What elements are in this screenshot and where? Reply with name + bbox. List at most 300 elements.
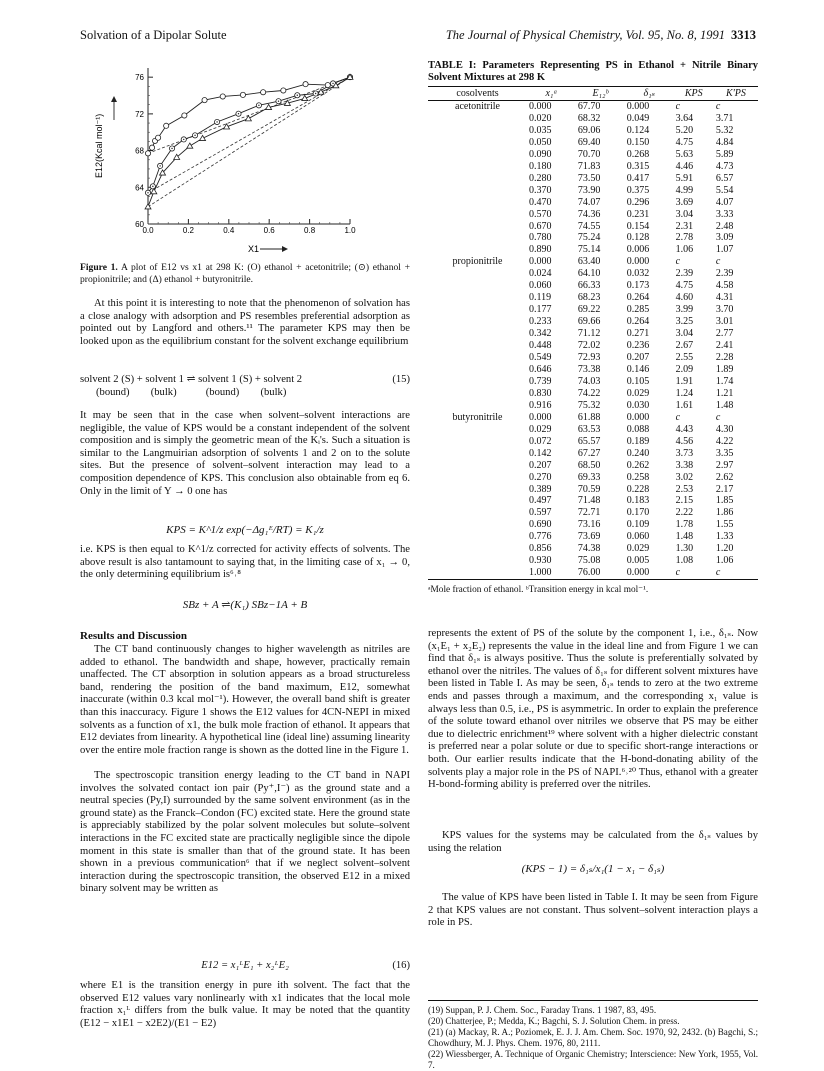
table-cell: 0.105 [626,375,650,387]
paragraph-spectroscopic: The spectroscopic transition energy leading to the CT band in NAPI involves the solvated contact ion pair (Py⁺,I⁻) as the ground state and a neutral species (Py,I) surrounded by the same solvent environment (as in the ground state) as the Franck–Condon (FC) excited state. Here the ground state is appreciably stabilized by the polar solvent molecules but solute–solvent interactions in the FC excited state are practically negligible since the dipole moment in this state is smaller than that of the ground state. It has been shown in a previous communication⁶ that if we neglect solvent–solvent interaction during the spectroscopic transition, the observed E12 in a mixed binary solvent may be written as [80,770,410,895]
data-point-circle [164,123,169,128]
table-cell: 0.830 [529,387,552,399]
table-cell: 0.000 [626,256,650,268]
x-axis-label: X1 [248,244,260,254]
data-point-triangle [151,189,157,194]
table-cell: c [715,101,721,112]
table-row [428,531,758,543]
data-point-dot [159,165,160,166]
table-cell: c [675,256,681,268]
table-cell: 0.177 [529,304,552,316]
table-cell-cosolvent [428,376,527,388]
table-cell-cosolvent [428,304,527,316]
table-row [428,268,758,280]
table-cell: 5.54 [715,184,734,196]
table-cell: 0.142 [529,447,552,459]
table-cell: 3.99 [675,304,694,316]
table-cell: 0.060 [626,531,650,543]
table-cell: 3.33 [715,208,734,220]
table-cell: 6.57 [715,172,734,184]
table-row [428,125,758,137]
table-row [428,400,758,412]
table-cell: 1.24 [675,387,694,399]
table-cell: 4.43 [675,423,694,435]
table-cell-cosolvent [428,221,527,233]
table-cell: 1.21 [715,387,734,399]
data-point-dot [278,101,279,102]
table-cell: 69.06 [577,124,601,136]
table-header-3: δ₁ₛ [625,87,674,101]
table-cell-cosolvent [428,364,527,376]
table-cell: 0.000 [529,101,552,112]
table-cell: 63.40 [577,256,601,268]
table-cell: 66.33 [577,280,601,292]
table-cell: 0.060 [529,280,552,292]
table-cell-cosolvent [428,149,527,161]
references [428,1000,758,1070]
y-tick-label: 64 [135,183,144,193]
table-row [428,460,758,472]
table-cell: 0.128 [626,232,650,244]
journal-citation: The Journal of Physical Chemistry, Vol. 95, No. 8, 1991 [445,28,725,42]
table-cell: 2.17 [715,483,734,495]
table-cell: 0.035 [529,124,552,136]
table-cell: 69.66 [577,316,601,328]
table-cell: 4.84 [715,136,734,148]
table-cell: 0.090 [529,148,552,160]
table-header-5: K'PS [714,87,758,101]
table-cell: 0.690 [529,519,552,531]
table-cell-cosolvent: acetonitrile [455,101,500,112]
table-cell: 0.342 [529,328,552,340]
table-cell: 0.670 [529,220,552,232]
table-cell: 2.09 [675,363,694,375]
ideal-lines [148,77,350,207]
table-cell: 2.22 [675,507,694,519]
table-cell: 3.73 [675,447,694,459]
caption-label: Figure 1. [80,262,118,273]
table-cell: 0.739 [529,375,552,387]
table-header-row [428,87,758,101]
parameters-table [428,86,758,579]
table-cell: 73.38 [577,363,601,375]
table-cell: 0.072 [529,435,552,447]
table-header-2: E₁₂ᵇ [576,87,625,101]
table-cell-cosolvent [428,340,527,352]
table-row [428,543,758,555]
data-point-triangle [187,143,193,148]
data-point-dot [315,93,316,94]
running-head-right [446,28,756,43]
table-cell: 0.000 [626,411,650,423]
table-cell: 0.000 [529,411,552,423]
table-cell: 2.77 [715,328,734,340]
table-cell: 1.07 [715,244,734,256]
table-cell-cosolvent [428,400,527,412]
running-head-left: Solvation of a Dipolar Solute [80,28,227,42]
data-point-triangle [245,116,251,121]
equation-15 [80,374,410,404]
table-cell: 2.78 [675,232,694,244]
table-cell: 68.23 [577,292,601,304]
paragraph-transition-energy: where E1 is the transition energy in pure ith solvent. The fact that the observed E12 values vary nonlinearly with x1 indicates that the local mole fraction x₁ᴸ differs from the bulk value. It may be noted that the quantity (E12 − x1E1 − x2E2)/(E1 − E2) [80,980,410,1029]
table-cell: 0.315 [626,160,650,172]
table-cell: 2.97 [715,459,734,471]
data-point-dot [332,83,333,84]
y-tick-label: 68 [135,146,144,156]
table-cell: 72.71 [577,507,601,519]
table-cell: c [715,567,721,579]
table-cell: 5.91 [675,172,694,184]
x-tick-label: 1.0 [344,226,356,235]
data-point-dot [183,139,184,140]
table-cell: 0.005 [626,555,650,567]
table-cell: 3.71 [715,112,734,124]
reference-19: (19) Suppan, P. J. Chem. Soc., Faraday Trans. 1 1987, 83, 495. [428,1005,657,1015]
table-row [428,161,758,173]
data-point-dot [238,113,239,114]
paragraph-ct-band: The CT band continuously changes to higher wavelength as nitriles are added to ethanol. The bandwidth and shape, however, practically remain unaffected. The CT absorption in solution appears as a broad structureless band, rendering the position of the band maximum, E12, somewhat inaccurate (within 0.3 kcal mol⁻¹). However, the overall band shift is greater than this inaccuracy. Figure 1 shows the E12 values for 4CN-NEPI in mixed solvents as a function of x1, the bulk mole fraction of ethanol. It appears that E12 deviates from linearity. A hypothetical line (ideal line) assuming linearity over the entire mole fraction range is shown as the dotted line in the Figure 1. [80,644,410,756]
table-cell: 0.207 [626,352,650,364]
table-cell: 0.570 [529,208,552,220]
table-row [428,209,758,221]
data-point-triangle [200,135,206,140]
table-cell-cosolvent [428,507,527,519]
table-cell: 1.30 [675,543,694,555]
table-cell: 74.55 [577,220,601,232]
table-cell: 0.597 [529,507,552,519]
table-cell-cosolvent [428,173,527,185]
table-cell-cosolvent [428,519,527,531]
table-cell: 0.231 [626,208,650,220]
table-cell: 1.20 [715,543,734,555]
table-cell: 0.170 [626,507,650,519]
equation-kps: KPS = K^1/z exp(−Δg₁ᴱ/RT) = K₁/z [166,524,324,536]
table-cell-cosolvent [428,484,527,496]
table-cell: 0.146 [626,363,650,375]
table-row [428,221,758,233]
table-cell: 2.31 [675,220,694,232]
table-cell: c [675,567,681,579]
table-row [428,388,758,400]
table-cell: 2.48 [715,220,734,232]
table-cell-cosolvent [428,280,527,292]
table-row [428,149,758,161]
table-cell: 0.856 [529,543,552,555]
table-header-4: KPS [674,87,714,101]
table-cell: 0.264 [626,316,650,328]
table-row [428,555,758,567]
table-cell-cosolvent [428,495,527,507]
table-row [428,256,758,268]
table-cell: 5.32 [715,124,734,136]
table-cell: 0.000 [626,567,650,579]
table-row [428,507,758,519]
table-cell: 3.25 [675,316,694,328]
table-row [428,113,758,125]
x-tick-label: 0.0 [142,226,154,235]
table-cell: 74.22 [577,387,601,399]
table-row [428,436,758,448]
table-row [428,495,758,507]
table-cell: 73.50 [577,172,601,184]
table-row [428,292,758,304]
table-cell: 0.370 [529,184,552,196]
y-tick-label: 60 [135,220,144,229]
table-cell: 74.36 [577,208,601,220]
data-point-triangle [145,204,151,209]
data-point-circle [240,92,245,97]
table-cell: 0.776 [529,531,552,543]
table-cell-cosolvent [428,328,527,340]
table-cell: 75.14 [577,244,601,256]
table-cell-cosolvent [428,448,527,460]
table-cell-cosolvent [428,125,527,137]
table-cell: 2.39 [675,268,694,280]
data-point-circle [220,94,225,99]
table-cell: 4.75 [675,136,694,148]
table-cell: c [715,411,721,423]
data-point-dot [216,121,217,122]
table-cell-cosolvent [428,555,527,567]
table-cell: 0.228 [626,483,650,495]
y-tick-label: 72 [135,109,144,119]
table-cell: 74.38 [577,543,601,555]
table-cell: 0.020 [529,112,552,124]
table-cell-cosolvent [428,137,527,149]
table-cell: 3.70 [715,304,734,316]
table-cell: 0.030 [626,399,650,411]
table-cell: 1.74 [715,375,734,387]
table-cell: 1.48 [675,531,694,543]
table-cell: 4.58 [715,280,734,292]
table-cell: 2.53 [675,483,694,495]
reference-22: (22) Wiessberger, A. Technique of Organic Chemistry; Interscience: New York, 1955, Vol. 7. [428,1048,758,1070]
table-cell: 4.99 [675,184,694,196]
table-row [428,304,758,316]
table-cell: 71.83 [577,160,601,172]
data-point-circle [281,88,286,93]
table-cell: 2.62 [715,471,734,483]
data-point-circle [325,82,330,87]
table-cell: 74.07 [577,196,601,208]
table-cell: 1.61 [675,399,694,411]
table-row [428,173,758,185]
table-cell: 1.55 [715,519,734,531]
table-cell: 0.189 [626,435,650,447]
table-cell: 71.48 [577,495,601,507]
table-cell-cosolvent [428,460,527,472]
x-label-arrowhead [282,246,288,252]
table-cell: 3.64 [675,112,694,124]
table-cell: 64.10 [577,268,601,280]
table-row [428,197,758,209]
table-row [428,567,758,579]
paragraph-kps-calc: KPS values for the systems may be calculated from the δ₁ₛ values by using the relation [428,830,758,854]
x-tick-label: 0.6 [263,226,275,235]
table-cell: 0.930 [529,555,552,567]
table-cell: 0.088 [626,423,650,435]
table-cell: 0.124 [626,124,650,136]
reference-21: (21) (a) Mackay, R. A.; Poziomek, E. J. J. Am. Chem. Soc. 1970, 92, 2432. (b) Bagchi, S.; Chowdhury, M. J. Phys. Chem. 1976, 80, 2111. [428,1026,758,1048]
table-cell-cosolvent [428,244,527,256]
table-cell: 0.296 [626,196,650,208]
table-cell: 0.264 [626,292,650,304]
table-cell-cosolvent [428,352,527,364]
table-cell: 0.183 [626,495,650,507]
table-cell: 0.285 [626,304,650,316]
table-cell-cosolvent [428,567,527,579]
table-cell: c [675,411,681,423]
table-cell: 2.15 [675,495,694,507]
table-header-1: x₁ᵃ [527,87,576,101]
table-cell-cosolvent [428,197,527,209]
y-label-arrowhead [111,96,117,102]
table-cell: 0.029 [626,543,650,555]
table-cell-cosolvent [428,185,527,197]
table-cell: 0.497 [529,495,552,507]
table-cell: 1.91 [675,375,694,387]
data-point-circle [303,82,308,87]
table-cell: 0.240 [626,447,650,459]
table-cell-cosolvent [428,268,527,280]
figure-1 [88,58,388,258]
table-cell-cosolvent [428,161,527,173]
data-point-dot [152,186,153,187]
table-row [428,316,758,328]
e12-chart [88,58,388,258]
table-cell: 3.04 [675,208,694,220]
table-cell: 69.33 [577,471,601,483]
table-cell: 0.029 [626,387,650,399]
table-cell: 0.006 [626,244,650,256]
table-cell: 1.06 [675,244,694,256]
table-cell: 1.78 [675,519,694,531]
table-cell: 0.032 [626,268,650,280]
table-cell: 0.271 [626,328,650,340]
table-row [428,376,758,388]
table-cell: 3.38 [675,459,694,471]
table-row [428,424,758,436]
figure-1-caption [80,262,410,285]
table-cell: 0.109 [626,519,650,531]
table-cell: 0.258 [626,471,650,483]
table-cell: 0.549 [529,352,552,364]
table-row [428,519,758,531]
table-cell: 61.88 [577,411,601,423]
eq15-top: solvent 2 (S) + solvent 1 ⇌ solvent 1 (S) + solvent 2 [80,374,303,385]
table-1 [428,86,758,595]
table-cell: 2.41 [715,340,734,352]
eq15-number: (15) [392,374,410,385]
table-cell-cosolvent [428,292,527,304]
table-cell: 73.16 [577,519,601,531]
table-cell-cosolvent [428,232,527,244]
table-cell: 4.56 [675,435,694,447]
equation-sb: SBz + A ⇌(K₁) SBz−1A + B [182,599,308,611]
table-cell: 0.375 [626,184,650,196]
table-cell-cosolvent [428,113,527,125]
table-cell-cosolvent [428,388,527,400]
table-cell: 0.119 [529,292,552,304]
table-cell: 4.46 [675,160,694,172]
eq15-bottom: (bound) (bulk) (bound) (bulk) [96,386,287,398]
paragraph-kps-values: The value of KPS have been listed in Table I. It may be seen from Figure 2 that KPS values are not constant. Thus solvent–solvent interaction plays a role in PS. [428,892,758,929]
table-cell: 0.173 [626,280,650,292]
table-cell: 0.154 [626,220,650,232]
table-cell: 3.04 [675,328,694,340]
table-cell: 4.07 [715,196,734,208]
table-cell: 2.39 [715,268,734,280]
data-point-dot [171,148,172,149]
table-cell: 0.417 [626,172,650,184]
table-title: TABLE I: Parameters Representing PS in Ethanol + Nitrile Binary Solvent Mixtures at 298 K [428,60,758,83]
y-tick-label: 76 [135,73,144,83]
table-cell-cosolvent [428,436,527,448]
table-cell: 0.280 [529,172,552,184]
table-row [428,448,758,460]
data-point-dot [147,192,148,193]
reference-20: (20) Chatterjee, P.; Medda, K.; Bagchi, S. J. Solution Chem. in press. [428,1015,680,1026]
table-row [428,244,758,256]
table-cell: 4.73 [715,160,734,172]
table-cell: 1.85 [715,495,734,507]
x-tick-label: 0.4 [223,226,235,235]
table-cell: 0.268 [626,148,650,160]
table-cell: 0.470 [529,196,552,208]
table-cell: 5.89 [715,148,734,160]
equation-kps-relation: (KPS − 1) = δ₁ₛ/x₁(1 − x₁ − δ₁ₛ) [521,863,665,875]
table-cell: 0.024 [529,268,552,280]
table-cell: 1.89 [715,363,734,375]
table-header-0: cosolvents [428,87,527,101]
table-cell: 0.150 [626,136,650,148]
table-cell: 3.35 [715,447,734,459]
table-body [428,101,758,580]
table-cell: 63.53 [577,423,601,435]
table-row [428,328,758,340]
table-row [428,185,758,197]
table-cell-cosolvent [428,316,527,328]
paragraph-ps-extent: represents the extent of PS of the solute by the component 1, i.e., δ₁ₛ. Now (x₁E₁ + x₂E₂) represents the value in the ideal line and from Figure 1 we can find that δ₁ₛ is always positive. Thus the solute is preferentially solvated by ethanol over the nitriles. The values of δ₁ₛ for different solvent mixtures have been listed in Table I. As may be seen, δ₁ₛ tends to zero at the two extreme ends and passes through a maximum, and the corresponding x₁ value is always less than 0.5, i.e., PS is asymmetric. In order to explain the preference of the solute toward ethanol over nitriles we observe that PS may be either due to dielectric enrichment¹⁹ where solvent with a higher dielectric constant is preferred near a polar solute or due to specific short-range interactions or both. Our earlier results indicate that the H-bond-donating ability of the solvents play a major role in the PS of NAPI.⁶˒²⁰ Thus, ethanol with a greater H-bond-forming ability is preferred over the nitriles. [428,628,758,791]
table-cell: 0.180 [529,160,552,172]
table-cell: 70.70 [577,148,601,160]
table-cell: 1.48 [715,399,734,411]
table-cell: 74.03 [577,375,601,387]
table-cell: 0.389 [529,483,552,495]
table-cell: 3.69 [675,196,694,208]
table-cell: c [715,256,721,268]
table-row [428,137,758,149]
x-tick-label: 0.2 [182,226,194,235]
table-row [428,472,758,484]
table-cell: 67.27 [577,447,601,459]
table-cell: 1.000 [529,567,552,579]
table-cell: 73.90 [577,184,601,196]
table-row [428,232,758,244]
table-cell: 65.57 [577,435,601,447]
table-cell: 0.000 [529,256,552,268]
table-cell: 5.63 [675,148,694,160]
table-cell: 75.24 [577,232,601,244]
table-cell: 3.02 [675,471,694,483]
table-cell: 67.70 [577,101,601,112]
table-cell: 68.32 [577,112,601,124]
eq16-body: E12 = x₁ᴸE₁ + x₂ᴸE₂ [201,960,289,971]
data-point-dot [258,105,259,106]
table-cell: 4.30 [715,423,734,435]
table-cell: 71.12 [577,328,601,340]
